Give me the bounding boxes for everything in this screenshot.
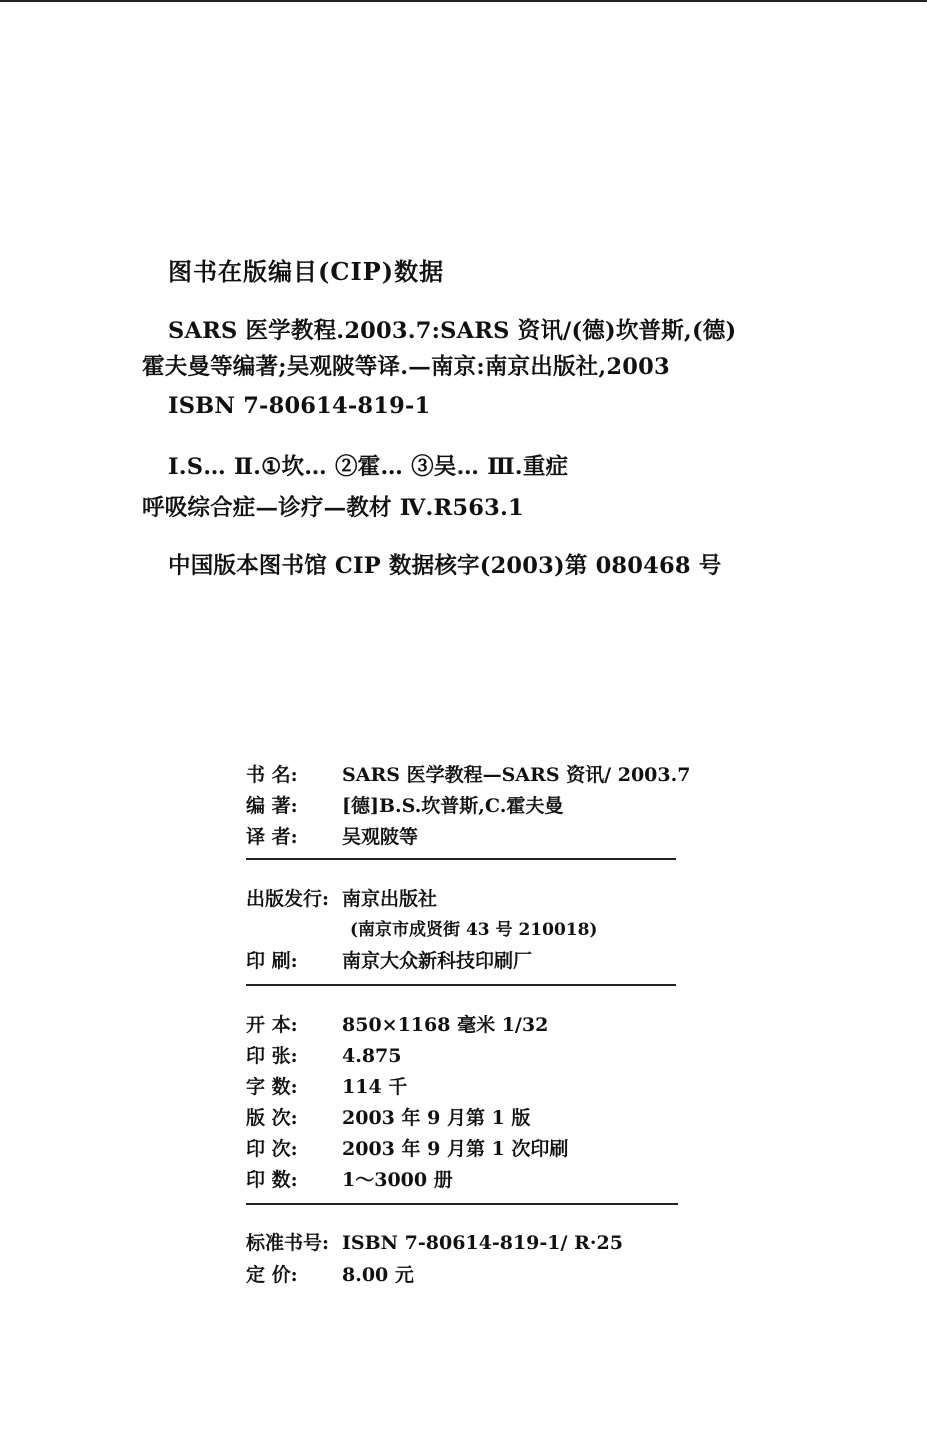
translator-value: 吴观陂等 xyxy=(342,826,419,848)
sheets-label: 印 张: xyxy=(246,1045,298,1067)
divider-2 xyxy=(246,984,676,986)
cip-classification-1: Ⅰ.S… Ⅱ.①坎… ②霍… ③吴… Ⅲ.重症 xyxy=(168,454,569,480)
edition-label: 版 次: xyxy=(246,1107,298,1129)
printer-value: 南京大众新科技印刷厂 xyxy=(342,950,533,972)
colophon-format-row xyxy=(246,1010,548,1037)
title-value: SARS 医学教程—SARS 资讯/ 2003.7 xyxy=(342,764,691,786)
format-label: 开 本: xyxy=(246,1014,298,1036)
isbn-label: 标准书号: xyxy=(246,1232,330,1254)
publisher-value: 南京出版社 xyxy=(342,888,438,910)
publisher-label: 出版发行: xyxy=(246,888,330,910)
colophon-words-row xyxy=(246,1072,407,1099)
colophon-copies-row xyxy=(246,1165,453,1192)
cip-classification-2: 呼吸综合症—诊疗—教材 Ⅳ.R563.1 xyxy=(142,495,524,521)
printing-value: 2003 年 9 月第 1 次印刷 xyxy=(342,1138,569,1160)
sheets-value: 4.875 xyxy=(342,1045,402,1067)
price-value: 8.00 元 xyxy=(342,1264,414,1286)
copies-value: 1～3000 册 xyxy=(342,1169,453,1191)
colophon-translator-row xyxy=(246,822,418,849)
words-value: 114 千 xyxy=(342,1076,408,1098)
cip-approval-number: 中国版本图书馆 CIP 数据核字(2003)第 080468 号 xyxy=(168,553,722,579)
divider-1 xyxy=(246,858,676,860)
colophon-sheets-row xyxy=(246,1041,402,1068)
translator-label: 译 者: xyxy=(246,826,298,848)
price-label: 定 价: xyxy=(246,1264,298,1286)
colophon-title-row xyxy=(246,760,690,787)
colophon-printer-row xyxy=(246,946,532,973)
cip-line-1: SARS 医学教程.2003.7:SARS 资讯/(德)坎普斯,(德) xyxy=(168,318,737,344)
colophon-printing-row xyxy=(246,1134,568,1161)
isbn-value: ISBN 7-80614-819-1/ R·25 xyxy=(342,1232,623,1254)
printing-label: 印 次: xyxy=(246,1138,298,1160)
colophon-author-row xyxy=(246,791,563,818)
publisher-address: (南京市成贤街 43 号 210018) xyxy=(350,920,598,940)
colophon-isbn-row xyxy=(246,1228,623,1255)
colophon-publisher-row xyxy=(246,884,437,911)
copies-label: 印 数: xyxy=(246,1169,298,1191)
divider-3 xyxy=(246,1203,678,1205)
words-label: 字 数: xyxy=(246,1076,298,1098)
edition-value: 2003 年 9 月第 1 版 xyxy=(342,1107,531,1129)
printer-label: 印 刷: xyxy=(246,950,298,972)
author-label: 编 著: xyxy=(246,795,298,817)
colophon-price-row xyxy=(246,1260,414,1287)
author-value: [德]B.S.坎普斯,C.霍夫曼 xyxy=(342,795,564,817)
cip-title: 图书在版编目(CIP)数据 xyxy=(168,257,445,286)
title-label: 书 名: xyxy=(246,764,298,786)
cip-isbn: ISBN 7-80614-819-1 xyxy=(168,393,431,419)
colophon-edition-row xyxy=(246,1103,530,1130)
cip-line-2: 霍夫曼等编著;吴观陂等译.—南京:南京出版社,2003 xyxy=(142,354,670,380)
format-value: 850×1168 毫米 1/32 xyxy=(342,1014,549,1036)
top-border xyxy=(0,0,927,2)
